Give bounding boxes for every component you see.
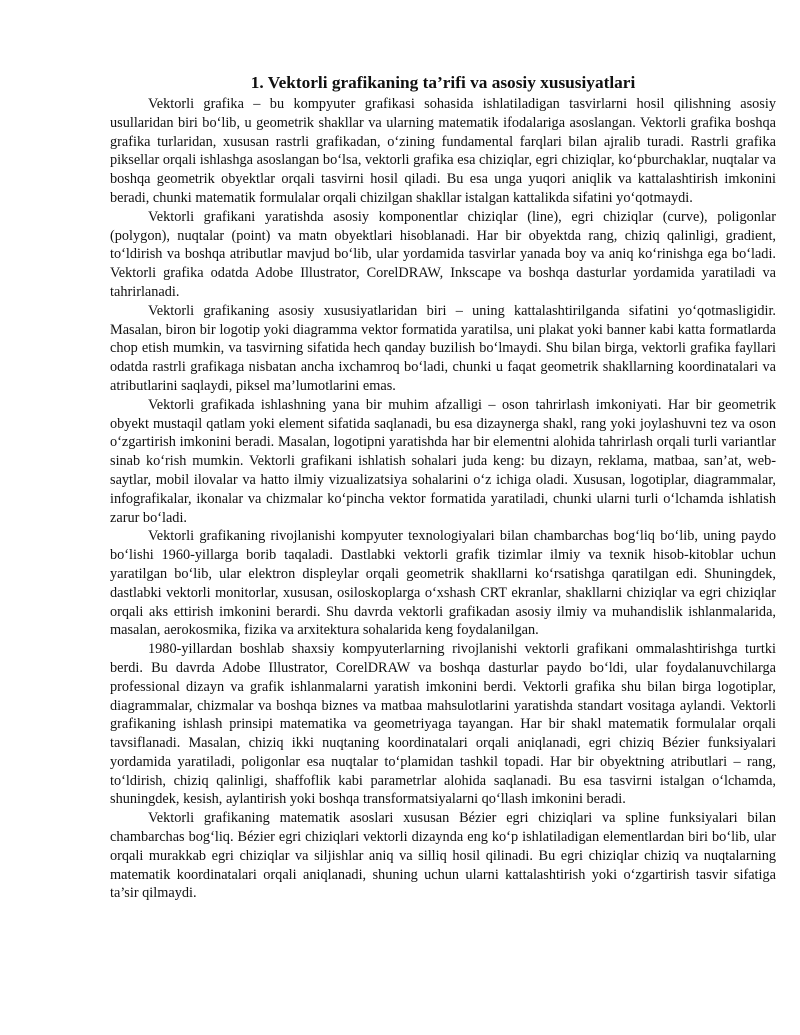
paragraph-scalability: Vektorli grafikaning asosiy xususiyatlaridan biri – uning kattalashtirilganda sifatini yo‘qotmasligidir. Masalan, biron bir logotip yoki diagramma vektor formatida yaratilsa, uni plakat yoki banner kabi katta formatlarda chop etish mumkin, va tasvirning sifatida hech qanday buzilish bo‘lmaydi. Shu bilan birga, vektorli grafika fayllari odatda rastrli grafikaga nisbatan ancha ixchamroq bo‘ladi, chunki u faqat geometrik shakllarning koordinatalari va atributlarini saqlaydi, piksel ma’lumotlarini emas. (110, 302, 776, 394)
paragraph-components: Vektorli grafikani yaratishda asosiy komponentlar chiziqlar (line), egri chiziqlar (curve), poligonlar (polygon), nuqtalar (point) va matn obyektlari hisoblanadi. Har bir obyektda rang, chiziq qalinligi, gradient, to‘ldirish va boshqa atributlar mavjud bo‘lib, ular yordamida tasvirlar yanada boy va aniq ko‘rinishga ega bo‘ladi. Vektorli grafika odatda Adobe Illustrator, CorelDRAW, Inkscape va boshqa dasturlar yordamida yaratiladi va tahrirlanadi. (110, 208, 776, 300)
paragraph-editing: Vektorli grafikada ishlashning yana bir muhim afzalligi – oson tahrirlash imkoniyati. Har bir geometrik obyekt mustaqil qatlam yoki element sifatida saqlanadi, bu esa dizaynerga shakl, rang yoki joylashuvni tez va oson o‘zgartirish imkonini beradi. Masalan, logotipni yaratishda har bir elementni alohida tahrirlash orqali turli variantlar sinab ko‘rish mumkin. Vektorli grafikani ishlatish sohalari juda keng: bu dizayn, reklama, matbaa, san’at, web-saytlar, mobil ilovalar va hatto ilmiy vizualizatsiya sohalarini o‘z ichiga oladi. Xususan, logotiplar, diagrammalar, infografikalar, ikonalar va chizmalar ko‘pincha vektor formatida yaratiladi, chunki ularni turli o‘lchamda ishlatish zarur bo‘ladi. (110, 396, 776, 526)
section-title: 1. Vektorli grafikaning ta’rifi va asosiy xususiyatlari (250, 73, 636, 92)
paragraph-history: Vektorli grafikaning rivojlanishi kompyuter texnologiyalari bilan chambarchas bog‘liq bo‘lib, uning paydo bo‘lishi 1960-yillarga borib taqaladi. Dastlabki vektorli grafik tizimlar ilmiy va texnik hisob-kitoblar uchun yaratilgan bo‘lib, ular elektron displeylar orqali geometrik shakllarni ko‘rsatishga qaratilgan edi. Shuningdek, dastlabki vektorli monitorlar, xususan, osiloskoplarga o‘xshash CRT ekranlar, shakllarni chiziqlar va egri chiziqlar orqali aks ettirish imkonini berardi. Shu davrda vektorli grafikadan asosiy ilmiy va muhandislik ishlanmalarida, masalan, aerokosmika, fizika va arxitektura sohalarida keng foydalanilgan. (110, 528, 776, 639)
paragraph-definition: Vektorli grafika – bu kompyuter grafikasi sohasida ishlatiladigan tasvirlarni hosil qilishning asosiy usullaridan biri bo‘lib, u geometrik shakllar va ularning matematik ifodalariga asoslangan. Vektorli grafika boshqa grafika turlaridan, xususan rastrli grafikadan, o‘zining fundamental farqlari bilan ajralib turadi. Rastrli grafika piksellar orqali ishlashga asoslangan bo‘lsa, vektorli grafika esa chiziqlar, egri chiziqlar, ko‘pburchaklar, nuqtalar va boshqa geometrik obyektlar orqali tasvirni hosil qiladi. Bu esa unga yuqori aniqlik va kattalashtirish imkonini beradi, chunki matematik formulalar orqali chizilgan shakllar istalgan kattalikda sifatini yo‘qotmaydi. (110, 96, 776, 206)
paragraph-bezier: Vektorli grafikaning matematik asoslari xususan Bézier egri chiziqlari va spline funksiyalari bilan chambarchas bog‘liq. Bézier egri chiziqlari vektorli dizaynda eng ko‘p ishlatiladigan elementlardan biri bo‘lib, ular orqali murakkab egri chiziqlar va siljishlar aniq va silliq hosil qilinadi. Bu egri chiziqlar chiziq va nuqtalarning matematik koordinatalari orqali aniqlanadi, shuning uchun ularni kattalashtirish yoki o‘zgartirish tasvir sifatiga ta’sir qilmaydi. (110, 810, 776, 902)
document-page (110, 72, 776, 903)
paragraph-1980s: 1980-yillardan boshlab shaxsiy kompyuterlarning rivojlanishi vektorli grafikani ommalashtirishga turtki berdi. Bu davrda Adobe Illustrator, CorelDRAW va boshqa dasturlar paydo bo‘ldi, ular foydalanuvchilarga professional dizayn va grafik ishlanmalarni yaratish imkonini berdi. Vektorli grafika shu bilan birga logotiplar, diagrammalar, chizmalar va boshqa biznes va matbaa mahsulotlarini yaratishda standart vositaga aylandi. Vektorli grafikaning ishlash prinsipi matematika va geometriyaga tayangan. Har bir shakl matematik formulalar orqali tavsiflanadi. Masalan, chiziq ikki nuqtaning koordinatalari orqali aniqlanadi, egri chiziq Bézier funksiyalari yordamida yaratiladi, poligonlar esa nuqtalar to‘plamidan tashkil topadi. Har bir obyektning atributlari – rang, to‘ldirish, chiziq qalinligi, shaffoflik kabi parametrlar alohida saqlanadi. Bu esa tasvirni istalgan o‘lchamda, shuningdek, kesish, aylantirish yoki boshqa transformatsiyalarni qo‘llash imkonini beradi. (110, 641, 776, 808)
